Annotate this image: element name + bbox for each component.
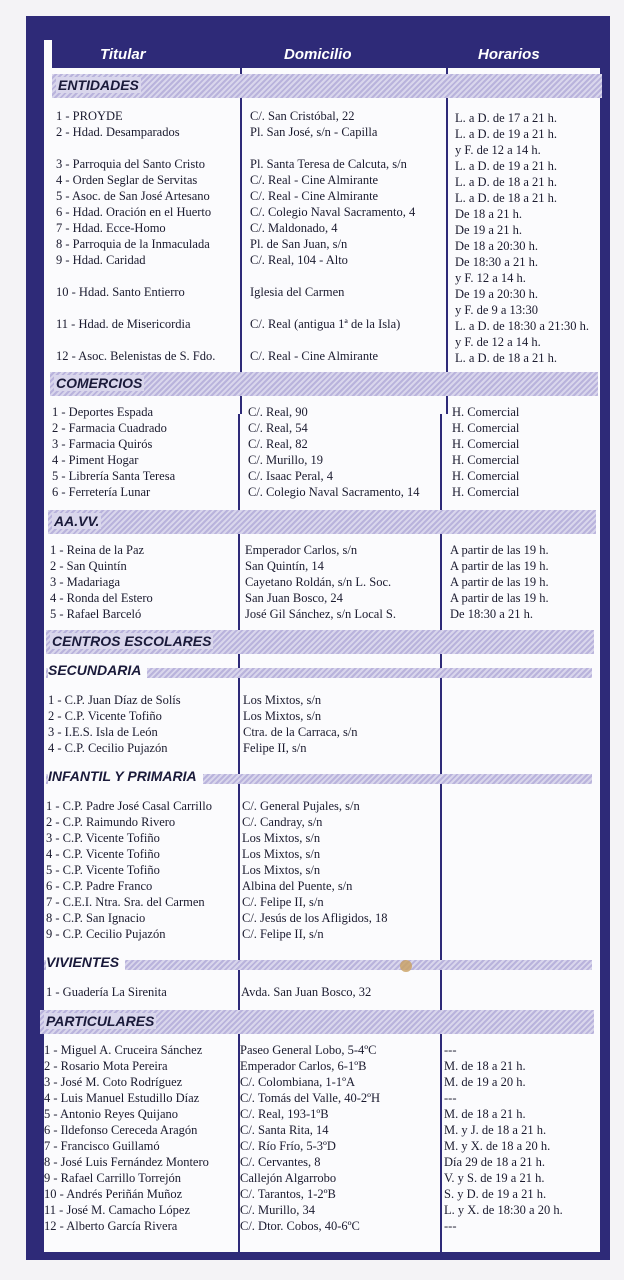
row-domicilio: C/. Real, 104 - Alto [250, 253, 348, 267]
section-title: PARTICULARES [46, 1013, 155, 1029]
row-titular: 2 - Hdad. Desamparados [56, 125, 180, 139]
row-titular: 11 - José M. Camacho López [44, 1203, 191, 1217]
row-titular: 11 - Hdad. de Misericordia [56, 317, 191, 331]
row-domicilio: Emperador Carlos, 6-1ºB [240, 1059, 367, 1073]
section-title: CENTROS ESCOLARES [52, 633, 212, 649]
horario-line: y F. de 12 a 14 h. [455, 143, 541, 157]
row-domicilio: José Gil Sánchez, s/n Local S. [245, 607, 397, 621]
horario-line: L. a D. de 19 a 21 h. [455, 159, 558, 173]
row-horario: A partir de las 19 h. [450, 559, 549, 573]
row-domicilio: C/. Murillo, 34 [240, 1203, 316, 1217]
column-divider [446, 66, 448, 414]
section-title: ENTIDADES [58, 77, 139, 93]
row-titular: 3 - Farmacia Quirós [52, 437, 153, 451]
horario-line: y F. de 9 a 13:30 [455, 303, 539, 317]
row-titular: 3 - I.E.S. Isla de León [48, 725, 158, 739]
row-domicilio: Callejón Algarrobo [240, 1171, 337, 1185]
row-horario: A partir de las 19 h. [450, 575, 549, 589]
horario-line: L. a D. de 18 a 21 h. [455, 175, 558, 189]
row-titular: 3 - C.P. Vicente Tofiño [46, 831, 160, 845]
row-titular: 7 - C.E.I. Ntra. Sra. del Carmen [46, 895, 205, 909]
row-domicilio: Avda. San Juan Bosco, 32 [241, 985, 372, 999]
section-title: COMERCIOS [56, 375, 143, 391]
row-domicilio: C/. Santa Rita, 14 [240, 1123, 329, 1137]
subsection-header-secundaria [46, 662, 592, 682]
row-titular: 5 - Antonio Reyes Quijano [44, 1107, 179, 1121]
row-domicilio: C/. General Pujales, s/n [242, 799, 360, 813]
row-titular: 8 - C.P. San Ignacio [46, 911, 146, 925]
row-titular: 3 - José M. Coto Rodríguez [44, 1075, 183, 1089]
horario-line: De 18:30 a 21 h. [455, 255, 538, 269]
row-titular: 3 - Parroquia del Santo Cristo [56, 157, 205, 171]
row-domicilio: C/. Real, 90 [248, 405, 308, 419]
row-domicilio: San Quintín, 14 [245, 559, 324, 573]
row-titular: 12 - Asoc. Belenistas de S. Fdo. [56, 349, 216, 363]
row-titular: 6 - C.P. Padre Franco [46, 879, 153, 893]
row-titular: 5 - Librería Santa Teresa [52, 469, 176, 483]
row-horario: H. Comercial [452, 469, 520, 483]
row-horario: A partir de las 19 h. [450, 591, 549, 605]
subsection-title: VIVIENTES [46, 954, 125, 970]
row-domicilio: Felipe II, s/n [243, 741, 307, 755]
row-horario: A partir de las 19 h. [450, 543, 549, 557]
row-domicilio: C/. Colombiana, 1-1ºA [240, 1075, 355, 1089]
row-domicilio: San Juan Bosco, 24 [245, 591, 343, 605]
row-titular: 10 - Andrés Periñán Muñoz [44, 1187, 183, 1201]
row-horario: M. de 19 a 20 h. [444, 1075, 526, 1089]
row-domicilio: Los Mixtos, s/n [243, 693, 322, 707]
subsection-pattern [44, 960, 592, 970]
row-domicilio: Ctra. de la Carraca, s/n [243, 725, 358, 739]
subsection-title: SECUNDARIA [48, 662, 147, 678]
row-titular: 7 - Francisco Guillamó [44, 1139, 160, 1153]
row-domicilio: C/. Real - Cine Almirante [250, 349, 379, 363]
row-horario: S. y D. de 19 a 21 h. [444, 1187, 547, 1201]
subsection-title: INFANTIL Y PRIMARIA [48, 768, 203, 784]
subsection-header-infantil [46, 768, 592, 788]
horario-line: y F. 12 a 14 h. [455, 271, 526, 285]
row-domicilio: C/. Tarantos, 1-2ºB [240, 1187, 336, 1201]
row-horario: H. Comercial [452, 485, 520, 499]
row-horario: H. Comercial [452, 437, 520, 451]
row-titular: 2 - Rosario Mota Pereira [44, 1059, 168, 1073]
row-domicilio: Pl. San José, s/n - Capilla [250, 125, 378, 139]
row-domicilio: C/. Real, 54 [248, 421, 308, 435]
horario-line: L. a D. de 17 a 21 h. [455, 111, 558, 125]
row-titular: 9 - C.P. Cecilio Pujazón [46, 927, 166, 941]
row-domicilio: C/. Real - Cine Almirante [250, 189, 379, 203]
row-domicilio: C/. Tomás del Valle, 40-2ºH [240, 1091, 381, 1105]
row-domicilio: Pl. de San Juan, s/n [250, 237, 348, 251]
row-horario: De 18:30 a 21 h. [450, 607, 533, 621]
row-horario: L. y X. de 18:30 a 20 h. [444, 1203, 563, 1217]
row-horario: M. y J. de 18 a 21 h. [444, 1123, 547, 1137]
row-titular: 2 - San Quintín [50, 559, 127, 573]
row-titular: 2 - C.P. Raimundo Rivero [46, 815, 176, 829]
row-titular: 1 - PROYDE [56, 109, 123, 123]
row-titular: 4 - Orden Seglar de Servitas [56, 173, 198, 187]
header-titular: Titular [100, 46, 146, 63]
row-domicilio: C/. Jesús de los Afligidos, 18 [242, 911, 388, 925]
row-domicilio: C/. Río Frío, 5-3ºD [240, 1139, 336, 1153]
paper-stain [400, 960, 412, 972]
row-domicilio: C/. Murillo, 19 [248, 453, 324, 467]
row-titular: 1 - Guadería La Sirenita [46, 985, 167, 999]
row-titular: 12 - Alberto García Rivera [44, 1219, 178, 1233]
horario-line: L. a D. de 19 a 21 h. [455, 127, 558, 141]
horario-line: L. a D. de 18 a 21 h. [455, 351, 558, 365]
row-domicilio: C/. Colegio Naval Sacramento, 4 [250, 205, 416, 219]
row-domicilio: C/. Real - Cine Almirante [250, 173, 379, 187]
row-horario: --- [444, 1043, 457, 1057]
row-domicilio: C/. Dtor. Cobos, 40-6ºC [240, 1219, 360, 1233]
row-domicilio: C/. Real, 82 [248, 437, 308, 451]
row-domicilio: Pl. Santa Teresa de Calcuta, s/n [250, 157, 407, 171]
section-header-centros [46, 630, 594, 654]
row-titular: 2 - C.P. Vicente Tofiño [48, 709, 162, 723]
row-domicilio: C/. Colegio Naval Sacramento, 14 [248, 485, 420, 499]
row-domicilio: C/. Candray, s/n [242, 815, 323, 829]
row-domicilio: C/. Maldonado, 4 [250, 221, 338, 235]
header-domicilio: Domicilio [284, 46, 352, 63]
row-titular: 6 - Hdad. Oración en el Huerto [56, 205, 212, 219]
row-titular: 1 - C.P. Juan Díaz de Solís [48, 693, 181, 707]
row-titular: 3 - Madariaga [50, 575, 121, 589]
row-titular: 5 - C.P. Vicente Tofiño [46, 863, 160, 877]
row-titular: 1 - C.P. Padre José Casal Carrillo [46, 799, 212, 813]
row-domicilio: Cayetano Roldán, s/n L. Soc. [245, 575, 392, 589]
horario-line: De 18 a 20:30 h. [455, 239, 538, 253]
row-domicilio: Paseo General Lobo, 5-4ºC [240, 1043, 377, 1057]
row-domicilio: C/. San Cristóbal, 22 [250, 109, 355, 123]
row-titular: 4 - Ronda del Estero [50, 591, 153, 605]
section-title: AA.VV. [54, 513, 100, 529]
horario-line: L. a D. de 18:30 a 21:30 h. [455, 319, 590, 333]
row-horario: Día 29 de 18 a 21 h. [444, 1155, 546, 1169]
row-domicilio: C/. Isaac Peral, 4 [248, 469, 334, 483]
row-horario: V. y S. de 19 a 21 h. [444, 1171, 545, 1185]
row-domicilio: Emperador Carlos, s/n [245, 543, 358, 557]
row-horario: M. de 18 a 21 h. [444, 1059, 526, 1073]
section-header-aavv [48, 510, 596, 534]
row-domicilio: Los Mixtos, s/n [242, 831, 321, 845]
row-horario: --- [444, 1219, 457, 1233]
row-horario: --- [444, 1091, 457, 1105]
section-header-entidades [52, 74, 602, 98]
row-titular: 9 - Hdad. Caridad [56, 253, 146, 267]
row-domicilio: C/. Cervantes, 8 [240, 1155, 321, 1169]
row-domicilio: Iglesia del Carmen [250, 285, 345, 299]
row-titular: 8 - José Luis Fernández Montero [44, 1155, 209, 1169]
row-titular: 1 - Miguel A. Cruceira Sánchez [44, 1043, 203, 1057]
horario-line: L. a D. de 18 a 21 h. [455, 191, 558, 205]
row-domicilio: Los Mixtos, s/n [242, 847, 321, 861]
row-titular: 5 - Asoc. de San José Artesano [56, 189, 210, 203]
row-titular: 4 - C.P. Vicente Tofiño [46, 847, 160, 861]
row-domicilio: C/. Felipe II, s/n [242, 927, 324, 941]
row-titular: 4 - C.P. Cecilio Pujazón [48, 741, 168, 755]
row-horario: H. Comercial [452, 421, 520, 435]
row-titular: 9 - Rafael Carrillo Torrejón [44, 1171, 182, 1185]
row-titular: 6 - Ildefonso Cereceda Aragón [44, 1123, 198, 1137]
section-header-particulares [40, 1010, 594, 1034]
section-header-comercios [50, 372, 598, 396]
row-domicilio: C/. Real (antigua 1ª de la Isla) [250, 317, 401, 331]
horario-line: De 18 a 21 h. [455, 207, 522, 221]
row-domicilio: C/. Felipe II, s/n [242, 895, 324, 909]
row-titular: 1 - Deportes Espada [52, 405, 154, 419]
row-domicilio: C/. Real, 193-1ºB [240, 1107, 329, 1121]
row-domicilio: Albina del Puente, s/n [242, 879, 353, 893]
row-domicilio: Los Mixtos, s/n [242, 863, 321, 877]
row-titular: 5 - Rafael Barceló [50, 607, 142, 621]
row-horario: M. de 18 a 21 h. [444, 1107, 526, 1121]
header-horarios: Horarios [478, 46, 540, 63]
horario-line: De 19 a 20:30 h. [455, 287, 538, 301]
row-titular: 1 - Reina de la Paz [50, 543, 145, 557]
row-titular: 4 - Piment Hogar [52, 453, 139, 467]
horario-line: y F. de 12 a 14 h. [455, 335, 541, 349]
row-titular: 7 - Hdad. Ecce-Homo [56, 221, 166, 235]
row-titular: 2 - Farmacia Cuadrado [52, 421, 167, 435]
row-titular: 6 - Ferretería Lunar [52, 485, 151, 499]
column-divider [240, 66, 242, 414]
row-titular: 10 - Hdad. Santo Entierro [56, 285, 185, 299]
horario-line: De 19 a 21 h. [455, 223, 522, 237]
row-horario: M. y X. de 18 a 20 h. [444, 1139, 551, 1153]
row-titular: 8 - Parroquia de la Inmaculada [56, 237, 210, 251]
subsection-header-vivientes [44, 954, 592, 974]
column-divider [440, 414, 442, 1254]
row-horario: H. Comercial [452, 453, 520, 467]
row-titular: 4 - Luis Manuel Estudillo Díaz [44, 1091, 200, 1105]
row-domicilio: Los Mixtos, s/n [243, 709, 322, 723]
row-horario: H. Comercial [452, 405, 520, 419]
